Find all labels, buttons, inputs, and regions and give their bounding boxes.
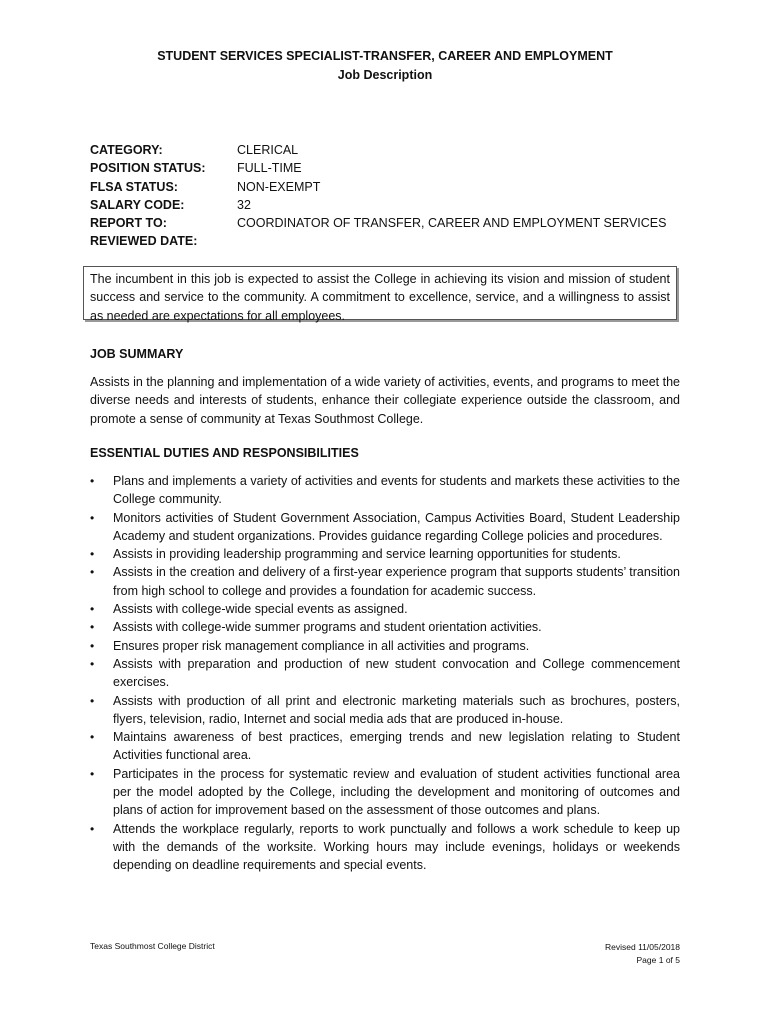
duty-text: Attends the workplace regularly, reports to work punctually and follows a work schedule to keep up with the demands of the worksite. Working hours may include evenings, holidays or weekends depending on deadline requirements and special events. (113, 821, 680, 873)
duty-text: Assists in the creation and delivery of a first-year experience program that supports students’ transition from high school to college and provides a foundation for academic success. (113, 565, 680, 598)
bullet-icon: • (90, 638, 95, 653)
list-item (90, 618, 680, 636)
bullet-icon: • (90, 547, 95, 562)
duty-text: Maintains awareness of best practices, emerging trends and new legislation relating to Student Activities functional area. (113, 730, 680, 763)
meta-value: 32 (237, 197, 251, 212)
meta-label: CATEGORY: (90, 143, 163, 157)
mission-statement-box: The incumbent in this job is expected to assist the College in achieving its vision and mission of student success and service to the community. A commitment to excellence, service, and a willingness to assist as needed are expectations for all employees. (83, 266, 677, 320)
duty-text: Assists with preparation and production of new student convocation and College commencement exercises. (113, 656, 680, 690)
duty-text: Ensures proper risk management compliance in all activities and programs. (113, 638, 530, 653)
bullet-icon: • (90, 766, 95, 781)
meta-row-reviewed-date (90, 232, 690, 250)
bullet-icon: • (90, 474, 95, 488)
bullet-icon: • (90, 620, 95, 635)
footer-info (605, 941, 680, 966)
duty-text: Assists with production of all print and electronic marketing materials such as brochures, posters, flyers, television, radio, Internet and social media ads that are produced in-house. (113, 693, 680, 726)
duty-text: Assists in providing leadership programming and service learning opportunities for students. (113, 547, 621, 562)
meta-label: FLSA STATUS: (90, 179, 178, 194)
list-item (90, 655, 680, 692)
meta-row-report-to (90, 214, 690, 232)
job-summary-text: Assists in the planning and implementation of a wide variety of activities, events, and programs to meet the diverse needs and interests of students, enhance their collegiate experience outside the classroom, and promote a sense of community at Texas Southmost College. (90, 375, 680, 426)
duties-list (90, 472, 680, 875)
duty-text: Monitors activities of Student Government Association, Campus Activities Board, Student Leadership Academy and student organizations. Provides guidance regarding College policies and procedures. (113, 510, 680, 543)
list-item (90, 637, 680, 655)
meta-label: SALARY CODE: (90, 197, 185, 212)
list-item (90, 600, 680, 618)
list-item (90, 563, 680, 600)
duty-text: Assists with college-wide special events as assigned. (113, 602, 408, 617)
job-summary-heading: JOB SUMMARY (90, 347, 184, 361)
meta-value: CLERICAL (237, 143, 299, 157)
bullet-icon: • (90, 510, 95, 525)
meta-row-category (90, 141, 690, 159)
meta-value: COORDINATOR OF TRANSFER, CAREER AND EMPLOYMENT SERVICES (237, 216, 667, 231)
document-title: STUDENT SERVICES SPECIALIST-TRANSFER, CAREER AND EMPLOYMENT (157, 49, 613, 63)
list-item (90, 545, 680, 563)
list-item (90, 728, 680, 765)
footer-district: Texas Southmost College District (90, 941, 215, 951)
meta-label: POSITION STATUS: (90, 161, 206, 176)
bullet-icon: • (90, 656, 95, 671)
meta-row-position-status (90, 159, 690, 177)
bullet-icon: • (90, 602, 95, 617)
list-item (90, 472, 680, 509)
meta-value: FULL-TIME (237, 161, 302, 176)
list-item (90, 765, 680, 820)
meta-label: REPORT TO: (90, 216, 167, 231)
list-item (90, 509, 680, 546)
document-subtitle: Job Description (337, 68, 433, 82)
list-item (90, 692, 680, 729)
bullet-icon: • (90, 693, 95, 708)
position-info (90, 141, 690, 251)
duty-text: Participates in the process for systematic review and evaluation of student activities functional area per the model adopted by the College, including the development and monitoring of outcomes and plans of action for improvement based on the assessment of those outcomes and plans. (113, 766, 680, 818)
bullet-icon: • (90, 730, 95, 745)
meta-row-flsa-status (90, 178, 690, 196)
bullet-icon: • (90, 565, 95, 580)
footer-page-number: Page 1 of 5 (636, 954, 680, 965)
meta-label: REVIEWED DATE: (90, 234, 198, 249)
meta-value: NON-EXEMPT (237, 179, 321, 194)
list-item (90, 820, 680, 875)
meta-row-salary-code (90, 196, 690, 214)
duty-text: Assists with college-wide summer programs and student orientation activities. (113, 620, 542, 635)
bullet-icon: • (90, 821, 95, 836)
duty-text: Plans and implements a variety of activities and events for students and markets these activities to the College community. (113, 474, 680, 507)
footer-revised: Revised 11/05/2018 (605, 942, 680, 952)
duties-heading: ESSENTIAL DUTIES AND RESPONSIBILITIES (90, 446, 359, 460)
